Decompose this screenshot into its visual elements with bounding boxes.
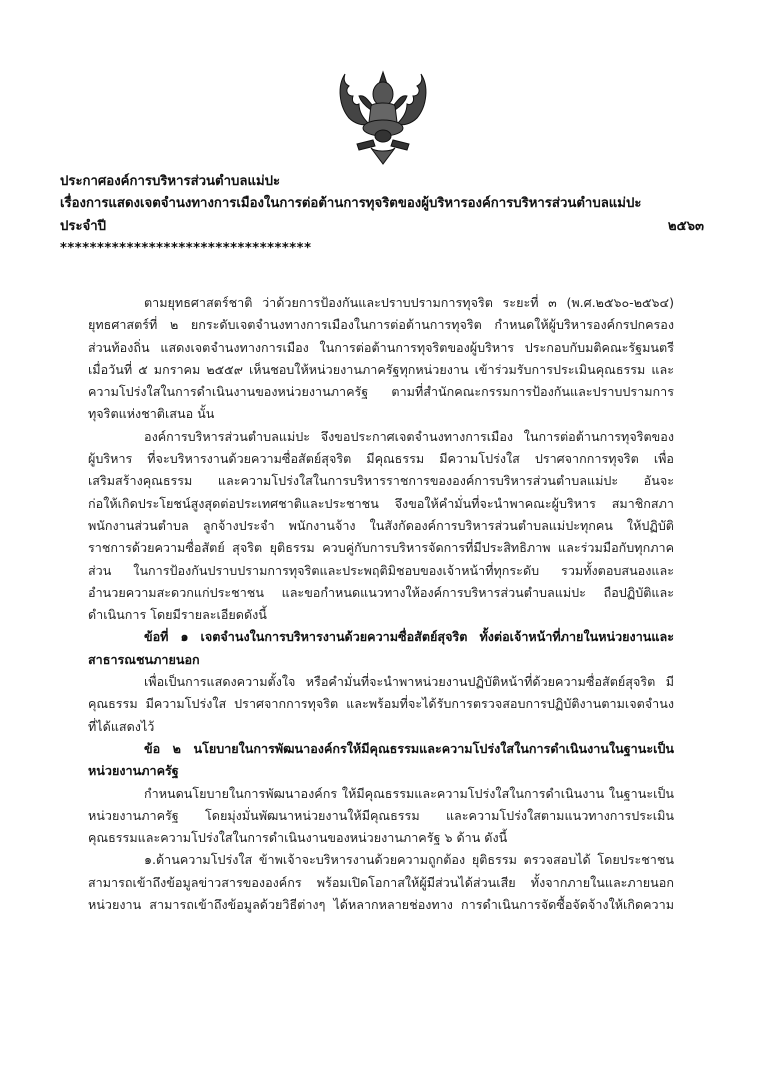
text-line: เมื่อวันที่ ๕ มกราคม ๒๕๕๙ เห็นชอบให้หน่วยงานภาครัฐทุกหน่วยงาน เข้าร่วมรับการประเมินคุณธรรม และ [88, 361, 674, 377]
header-separator: ********************************** [60, 240, 312, 256]
section-2-heading [88, 738, 674, 783]
header-subject: เรื่องการแสดงเจตจำนงทางการเมืองในการต่อต้านการทุจริตของผู้บริหารองค์การบริหารส่วนตำบลแม่ปะ [60, 196, 642, 212]
text-line: ผู้บริหาร ที่จะบริหารงานด้วยความซื่อสัตย์สุจริต มีคุณธรรม มีความโปร่งใส ปราศจากการทุจริต เพื่อ [88, 451, 674, 467]
text-line: สาธารณชนภายนอก [88, 651, 200, 667]
text-line: ส่วน ในการป้องกันปราบปรามการทุจริตและประพฤติมิชอบของเจ้าหน้าที่ทุกระดับ รวมทั้งตอบสนองและ [88, 562, 674, 578]
text-line: หน่วยงานภาครัฐ [88, 763, 179, 779]
section-1-body [88, 671, 674, 738]
text-line: หน่วยงานภาครัฐ โดยมุ่งมั่นพัฒนาหน่วยงานให้มีคุณธรรม และความโปร่งใสตามแนวทางการประเมิน [88, 807, 674, 823]
text-line: ข้อ ๒ นโยบายในการพัฒนาองค์กรให้มีคุณธรรมและความโปร่งใสในการดำเนินงานในฐานะเป็น [144, 740, 674, 756]
text-line: อำนวยความสะดวกแก่ประชาชน และขอกำหนดแนวทางให้องค์การบริหารส่วนตำบลแม่ปะ ถือปฏิบัติและ [88, 584, 674, 600]
text-line: ที่ได้แสดงไว้ [88, 718, 155, 734]
item-transparency [88, 849, 674, 916]
garuda-emblem-icon [335, 66, 431, 166]
text-line: หน่วยงาน สามารถเข้าถึงข้อมูลด้วยวิธีต่างๆ ได้หลากหลายช่องทาง การดำเนินการจัดซื้อจัดจ้างให้เกิดความ [88, 897, 674, 913]
text-line: คุณธรรม มีความโปร่งใส ปราศจากการทุจริต และพร้อมที่จะได้รับการตรวจสอบการปฏิบัติงานตามเจตจำนง [88, 696, 674, 712]
announcement-header [60, 172, 704, 261]
section-1-heading [88, 626, 674, 671]
text-line: สามารถเข้าถึงข้อมูลข่าวสารขององค์กร พร้อมเปิดโอกาสให้ผู้มีส่วนได้ส่วนเสีย ทั้งจากภายในและภายนอก [88, 874, 674, 890]
text-line: ข้อที่ ๑ เจตจำนงในการบริหารงานด้วยความซื่อสัตย์สุจริต ทั้งต่อเจ้าหน้าที่ภายในหน่วยงานและ [144, 629, 674, 645]
header-year: ประจำปี ๒๕๖๓ [60, 218, 704, 234]
paragraph-declaration [88, 426, 674, 627]
header-title: ประกาศองค์การบริหารส่วนตำบลแม่ปะ [60, 174, 281, 189]
text-line: พนักงานส่วนตำบล ลูกจ้างประจำ พนักงานจ้าง ในสังกัดองค์การบริหารส่วนตำบลแม่ปะทุกคน ให้ปฏิบัติ [88, 517, 674, 533]
text-line: ดำเนินการ โดยมีรายละเอียดดังนี้ [88, 607, 267, 623]
document-body [88, 292, 674, 916]
paragraph-preamble [88, 292, 674, 426]
text-line: คุณธรรมและความโปร่งใสในการดำเนินงานของหน่วยงานภาครัฐ ๖ ด้าน ดังนี้ [88, 830, 508, 846]
section-2-body [88, 783, 674, 850]
text-line: ก่อให้เกิดประโยชน์สูงสุดต่อประเทศชาติและประชาชน จึงขอให้คำมั่นที่จะนำพาคณะผู้บริหาร สมาชิกสภา [88, 495, 674, 511]
text-line: ทุจริตแห่งชาติเสนอ นั้น [88, 406, 215, 422]
text-line: เสริมสร้างคุณธรรม และความโปร่งใสในการบริหารราชการขององค์การบริหารส่วนตำบลแม่ปะ อันจะ [88, 473, 674, 489]
text-line: ความโปร่งใสในการดำเนินงานของหน่วยงานภาครัฐ ตามที่สำนักคณะกรรมการป้องกันและปราบปรามการ [88, 384, 674, 400]
text-line: องค์การบริหารส่วนตำบลแม่ปะ จึงขอประกาศเจตจำนงทางการเมือง ในการต่อต้านการทุจริตของ [144, 428, 674, 444]
text-line: เพื่อเป็นการแสดงความตั้งใจ หรือคำมั่นที่จะนำพาหน่วยงานปฏิบัติหน้าที่ด้วยความซื่อสัตย์สุจริต มี [144, 674, 674, 690]
text-line: ยุทธศาสตร์ที่ ๒ ยกระดับเจตจำนงทางการเมืองในการต่อต้านการทุจริต กำหนดให้ผู้บริหารองค์กรปกครอง [88, 317, 674, 333]
text-line: ราชการด้วยความซื่อสัตย์ สุจริต ยุติธรรม ควบคู่กับการบริหารจัดการที่มีประสิทธิภาพ และร่วมมือกับทุกภาค [88, 540, 674, 556]
text-line: ๑.ด้านความโปร่งใส ข้าพเจ้าจะบริหารงานด้วยความถูกต้อง ยุติธรรม ตรวจสอบได้ โดยประชาชน [144, 852, 674, 868]
text-line: ตามยุทธศาสตร์ชาติ ว่าด้วยการป้องกันและปราบปรามการทุจริต ระยะที่ ๓ (พ.ศ.๒๕๖๐-๒๕๖๔) [144, 295, 674, 310]
text-line: กำหนดนโยบายในการพัฒนาองค์กร ให้มีคุณธรรมและความโปร่งใสในการดำเนินงาน ในฐานะเป็น [144, 785, 674, 801]
text-line: ส่วนท้องถิ่น แสดงเจตจำนงทางการเมือง ในการต่อต้านการทุจริตของผู้บริหาร ประกอบกับมติคณะรัฐมนตรี [88, 339, 674, 355]
